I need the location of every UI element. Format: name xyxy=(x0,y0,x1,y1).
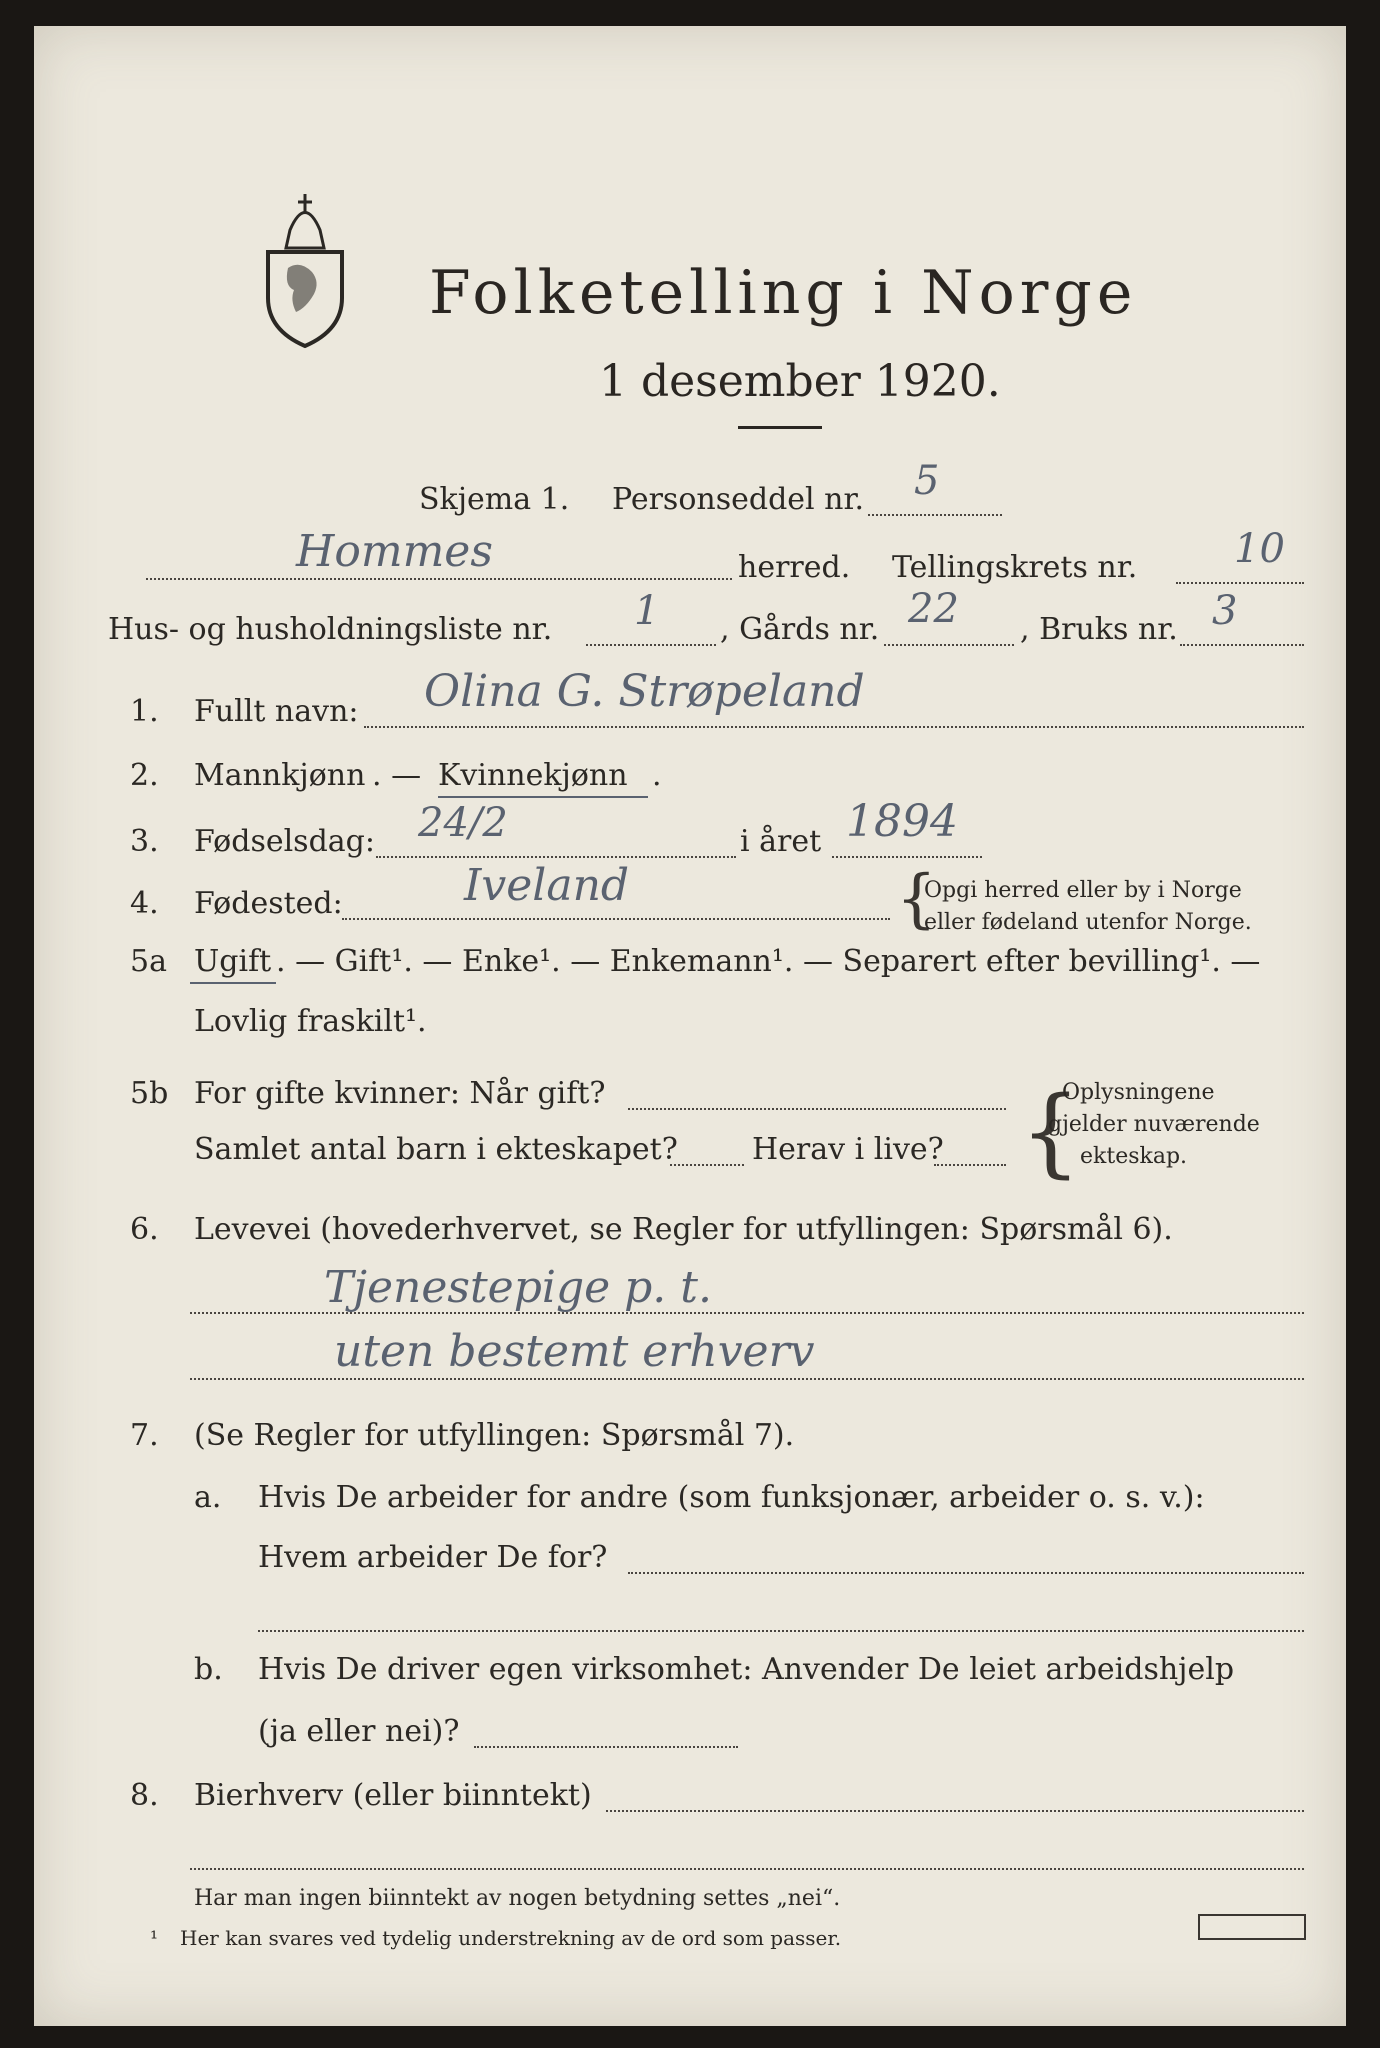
q7-label: (Se Regler for utfyllingen: Spørsmål 7). xyxy=(194,1418,795,1453)
gards-value[interactable]: 22 xyxy=(908,586,959,632)
q5b-note-line1: Oplysningene xyxy=(1062,1080,1215,1105)
q5b-naar-gift-line xyxy=(628,1108,1006,1110)
q6-number: 6. xyxy=(130,1212,159,1247)
q3-year-label: i året xyxy=(740,824,822,859)
q4-value[interactable]: Iveland xyxy=(464,860,630,911)
q1-number: 1. xyxy=(130,694,159,729)
q8-label: Bierhverv (eller biinntekt) xyxy=(194,1778,592,1813)
q7b-label-2: (ja eller nei)? xyxy=(258,1714,460,1749)
q4-note-brace: { xyxy=(896,862,937,936)
q7b-line xyxy=(474,1746,738,1748)
q5b-label-naar-gift: For gifte kvinner: Når gift? xyxy=(194,1076,606,1111)
herred-value[interactable]: Hommes xyxy=(296,526,493,577)
q6-line-2 xyxy=(190,1378,1304,1380)
q3-label: Fødselsdag: xyxy=(194,824,375,859)
q2-separator: . — xyxy=(372,758,422,793)
footnote-mark: ¹ xyxy=(150,1926,159,1950)
tellingskrets-label: Tellingskrets nr. xyxy=(892,550,1138,585)
personseddel-line xyxy=(868,514,1002,516)
q1-value[interactable]: Olina G. Strøpeland xyxy=(424,666,865,717)
q6-value-1[interactable]: Tjenestepige p. t. xyxy=(324,1262,712,1313)
q7a-label-2: Hvem arbeider De for? xyxy=(258,1540,608,1575)
q6-label: Levevei (hovederhvervet, se Regler for utfyllingen: Spørsmål 6). xyxy=(194,1212,1173,1247)
q6-value-2[interactable]: uten bestemt erhverv xyxy=(334,1326,815,1377)
herred-line xyxy=(146,578,732,580)
gards-line xyxy=(884,644,1014,646)
q4-number: 4. xyxy=(130,886,159,921)
husliste-label: Hus- og husholdningsliste nr. xyxy=(108,612,553,647)
q1-line xyxy=(364,726,1304,728)
q5b-label-i-live: Herav i live? xyxy=(752,1132,944,1167)
footnote-text: Her kan svares ved tydelig understrekning av de ord som passer. xyxy=(180,1926,842,1950)
bruks-label: , Bruks nr. xyxy=(1020,612,1178,647)
q7a-label-1: Hvis De arbeider for andre (som funksjonær, arbeider o. s. v.): xyxy=(258,1480,1205,1515)
bruks-value[interactable]: 3 xyxy=(1212,588,1238,634)
q5b-note-brace: { xyxy=(1020,1076,1082,1188)
husliste-line xyxy=(586,644,716,646)
nei-note: Har man ingen biinntekt av nogen betydning settes „nei“. xyxy=(194,1886,841,1911)
q5b-i-live-line xyxy=(934,1164,1006,1166)
q2-kvinne-underline xyxy=(438,796,648,798)
title-divider xyxy=(738,426,822,429)
q3-year-value[interactable]: 1894 xyxy=(846,796,958,847)
q3-value[interactable]: 24/2 xyxy=(418,800,508,846)
form-title: Folketelling i Norge xyxy=(429,258,1138,328)
printer-stamp xyxy=(1198,1914,1306,1940)
q5a-number: 5a xyxy=(130,944,167,979)
bruks-line xyxy=(1180,644,1304,646)
q7b-label-1: Hvis De driver egen virksomhet: Anvender De leiet arbeidshjelp xyxy=(258,1652,1235,1687)
census-form xyxy=(34,26,1346,2026)
q7a-line-1 xyxy=(628,1572,1304,1574)
q5b-note-line3: ekteskap. xyxy=(1080,1144,1188,1169)
gards-label: , Gårds nr. xyxy=(720,612,880,647)
q5a-ugift-underline xyxy=(190,982,276,984)
skjema-label: Skjema 1. xyxy=(419,482,570,517)
form-date: 1 desember 1920. xyxy=(599,356,1001,407)
q5b-antal-barn-line xyxy=(670,1164,744,1166)
tellingskrets-line xyxy=(1176,582,1304,584)
tellingskrets-value[interactable]: 10 xyxy=(1234,526,1285,572)
q7a-line-2 xyxy=(258,1630,1304,1632)
q8-line-1 xyxy=(606,1810,1304,1812)
coat-of-arms-icon xyxy=(260,190,350,350)
herred-label: herred. xyxy=(738,550,851,585)
q4-note-line2: eller fødeland utenfor Norge. xyxy=(924,910,1252,935)
q2-end: . xyxy=(652,758,662,793)
q7b-letter: b. xyxy=(194,1652,223,1687)
q4-note-line1: Opgi herred eller by i Norge xyxy=(924,878,1242,903)
q8-line-2 xyxy=(190,1868,1304,1870)
q4-label: Fødested: xyxy=(194,886,343,921)
q7-number: 7. xyxy=(130,1418,159,1453)
personseddel-value[interactable]: 5 xyxy=(914,458,940,504)
q2-number: 2. xyxy=(130,758,159,793)
q5a-option-ugift[interactable]: Ugift xyxy=(194,944,272,979)
q5a-options: . — Gift¹. — Enke¹. — Enkemann¹. — Separert efter bevilling¹. — xyxy=(276,944,1261,979)
q4-line xyxy=(342,918,890,920)
q8-number: 8. xyxy=(130,1778,159,1813)
q3-number: 3. xyxy=(130,824,159,859)
q5b-number: 5b xyxy=(130,1076,169,1111)
q1-label: Fullt navn: xyxy=(194,694,359,729)
q5b-note-line2: gjelder nuværende xyxy=(1048,1112,1260,1137)
q5a-option-fraskilt[interactable]: Lovlig fraskilt¹. xyxy=(194,1004,427,1039)
q3-year-line xyxy=(832,856,982,858)
husliste-value[interactable]: 1 xyxy=(634,588,660,634)
q5b-label-antal-barn: Samlet antal barn i ekteskapet? xyxy=(194,1132,678,1167)
q2-option-kvinne[interactable]: Kvinnekjønn xyxy=(438,758,628,793)
q7a-letter: a. xyxy=(194,1480,222,1515)
q3-line xyxy=(376,856,736,858)
personseddel-label: Personseddel nr. xyxy=(612,482,865,517)
q2-option-mann[interactable]: Mannkjønn xyxy=(194,758,366,793)
